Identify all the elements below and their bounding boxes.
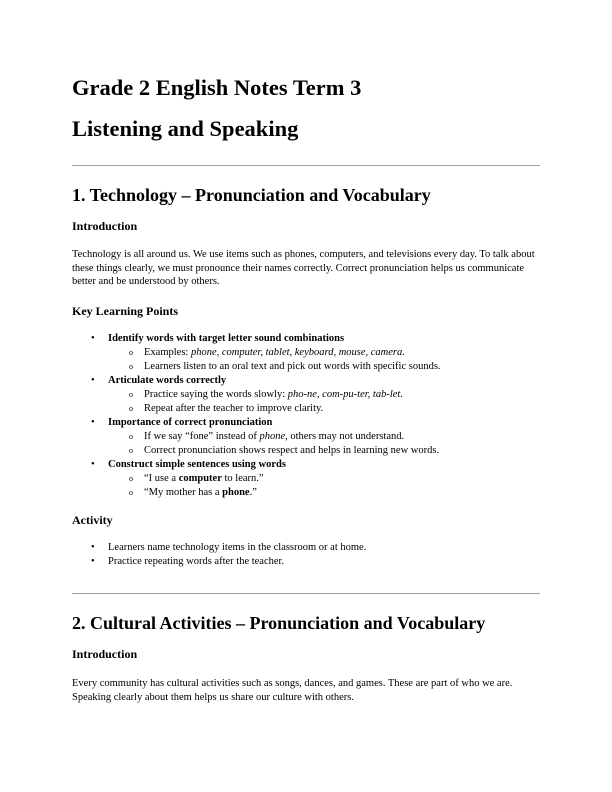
section1-intro-heading: Introduction <box>72 219 138 233</box>
key-point-sub-item: o Examples: phone, computer, tablet, keyboard, mouse, camera. <box>129 347 405 358</box>
circle-bullet-icon: o <box>129 390 133 399</box>
bullet-icon: • <box>91 417 95 428</box>
section2-heading: 2. Cultural Activities – Pronunciation and Vocabulary <box>72 613 486 633</box>
page-subtitle: Listening and Speaking <box>72 116 299 141</box>
activity-item: • Practice repeating words after the teacher. <box>91 556 285 567</box>
key-point-sub-item: o “I use a computer to learn.” <box>129 473 264 484</box>
key-point-sub-item: o “My mother has a phone.” <box>129 487 257 498</box>
circle-bullet-icon: o <box>129 432 133 441</box>
bullet-icon: • <box>91 459 95 470</box>
circle-bullet-icon: o <box>129 362 133 371</box>
key-point-sub-item: o Correct pronunciation shows respect and helps in learning new words. <box>129 445 440 456</box>
bullet-icon: • <box>91 375 95 386</box>
section1-intro-text: Technology is all around us. We use items such as phones, computers, and televisions every day. To talk about these things clearly, we must pronounce their names correctly. Correct pronunciation helps us communicate better and be understood by others. <box>72 249 535 287</box>
key-point-sub-item: o Practice saying the words slowly: pho-ne, com-pu-ter, tab-let. <box>129 389 403 400</box>
key-point-label: Articulate words correctly <box>108 375 227 386</box>
page-title: Grade 2 English Notes Term 3 <box>72 75 362 100</box>
key-point-label: Importance of correct pronunciation <box>108 417 273 428</box>
key-point-label: Construct simple sentences using words <box>108 459 286 470</box>
key-point-sub-item: o Learners listen to an oral text and pick out words with specific sounds. <box>129 361 441 372</box>
key-point-sub-item: o If we say “fone” instead of phone, others may not understand. <box>129 431 405 442</box>
circle-bullet-icon: o <box>129 404 133 413</box>
activity-item: • Learners name technology items in the classroom or at home. <box>91 542 367 553</box>
key-point-item <box>72 458 540 472</box>
circle-bullet-icon: o <box>129 474 133 483</box>
circle-bullet-icon: o <box>129 488 133 497</box>
bullet-icon: • <box>91 333 95 344</box>
bullet-icon: • <box>91 542 95 553</box>
circle-bullet-icon: o <box>129 446 133 455</box>
divider-middle <box>72 593 540 594</box>
circle-bullet-icon: o <box>129 348 133 357</box>
key-point-item <box>72 416 540 430</box>
section2-intro-heading: Introduction <box>72 647 138 661</box>
key-point-item <box>72 332 540 346</box>
key-point-label: Identify words with target letter sound combinations <box>108 333 345 344</box>
section1-heading: 1. Technology – Pronunciation and Vocabulary <box>72 185 431 205</box>
activity-list <box>72 541 540 569</box>
section1-key-points-heading: Key Learning Points <box>72 304 179 318</box>
bullet-icon: • <box>91 556 95 567</box>
section2-intro-text: Every community has cultural activities such as songs, dances, and games. These are part of who we are. Speaking clearly about them helps us share our culture with others. <box>72 678 513 703</box>
key-points-list <box>72 332 540 500</box>
key-point-item <box>72 374 540 388</box>
key-point-sub-item: o Repeat after the teacher to improve clarity. <box>129 403 324 414</box>
section1-activity-heading: Activity <box>72 513 113 527</box>
divider-top <box>72 165 540 166</box>
